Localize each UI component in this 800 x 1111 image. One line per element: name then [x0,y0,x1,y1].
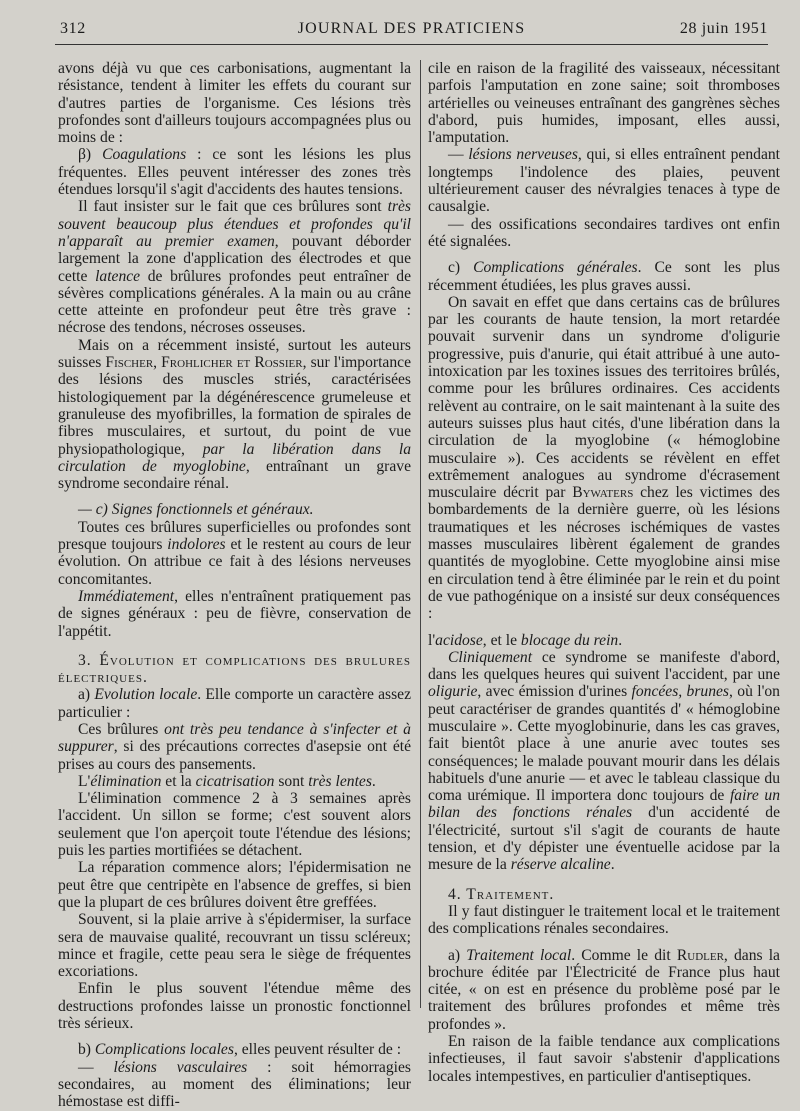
issue-date: 28 juin 1951 [679,20,768,37]
paragraph: Il faut insister sur le fait que ces brûlures sont très souvent beaucoup plus étendues et profondes qu'il n'apparaît au premier examen, pouvant déborder largement la zone d'application des électrodes et que cette latence de brûlures profondes peut entraîner de sévères complications générales. A la main ou au crâne cette atteinte en profondeur peut être très grave : nécrose des tendons, nécroses osseuses. [58,198,412,337]
subheading-complications-locales: b) Complications locales, elles peuvent résulter de : [78,1041,402,1059]
paragraph: En raison de la faible tendance aux complications infectieuses, il faut savoir s'abstenir d'applications locales intempestives, en particulier d'antiseptiques. [428,1033,780,1085]
paragraph: Enfin le plus souvent l'étendue même des destructions profondes laisse un pronostic fonctionnel très sérieux. [58,980,411,1033]
paragraph: La réparation commence alors; l'épidermisation ne peut être que centripète en l'absence de greffes, si bien que la plupart de ces brûlures doivent être greffées. [58,859,411,911]
paragraph: l'acidose, et le blocage du rein. [428,631,623,649]
right-column [428,60,780,1085]
paragraph: On savait en effet que dans certains cas de brûlures par les courants de haute tension, la mort retardée pouvait survenir dans un syndrome d'oligurie progressive, puis d'anurie, qui était attribué à une auto-intoxication par les toxines issues des territoires brûlés, comme pour les brûlures ordinaires. Ces accidents relèvent au contraire, on le sait maintenant à la suite des auteurs suisses plus haut cités, d'une libération dans la circulation de la myoglobine (« hémoglobine musculaire »). Ces accidents se révèlent en effet extrêmement analogues au syndrome d'écrasement musculaire décrit par Bywaters chez les victimes des bombardements de la dernière guerre, où les lésions traumatiques et les nécroses ischémiques de vastes masses musculaires libèrent également de grandes quantités de myoglobine. Cette myoglobine ainsi mise en circulation tend à être éliminée par le rein et du point de vue pathogénique on a insisté sur deux conséquences : [428,293,780,623]
paragraph: Toutes ces brûlures superficielles ou profondes sont presque toujours indolores et le restent au cours de leur évolution. On attribue ce fait à des lésions nerveuses concomitantes. [58,518,411,588]
journal-title: JOURNAL DES PRATICIENS [297,20,526,37]
paragraph: cile en raison de la fragilité des vaisseaux, nécessitant parfois l'amputation en zone saine; soit thromboses artérielles ou veineuses entraînant des gangrènes sèches d'abord, puis humides, imposant, elles aussi, l'amputation. [428,60,780,147]
running-head [55,14,768,44]
paragraph-coagulations: β) Coagulations : ce sont les lésions les plus fréquentes. Elles peuvent intéresser des zones très étendues lorsqu'il s'agit d'accidents des hautes tensions. [58,146,411,199]
paragraph: — lésions vasculaires : soit hémorragies secondaires, au moment des éliminations; leur hémostase est diffi- [58,1058,411,1111]
column-divider [420,60,421,1008]
paragraph: Immédiatement, elles n'entraînent pratiquement pas de signes généraux : peu de fièvre, conservation de l'appétit. [58,587,411,640]
paragraph: avons déjà vu que ces carbonisations, augmentant la résistance, tendent à limiter les effets du courant sur d'autres parties de l'organisme. Ces lésions très profondes sont d'ailleurs toujours accompagnées plus ou moins de : [58,60,411,147]
subheading-signes: — c) Signes fonctionnels et généraux. [78,501,314,519]
paragraph: Il y faut distinguer le traitement local et le traitement des complications rénales secondaires. [428,902,780,938]
subheading-complications-generales: c) Complications générales. Ce sont les plus récemment étudiées, les plus graves aussi. [428,259,780,294]
section-heading-3: 3. Évolution et complications des brulures électriques. [58,651,411,687]
subheading-traitement-local: a) Traitement local. Comme le dit Rudler, dans la brochure éditée par l'Électricité de France plus haut citée, « on est en présence du problème posé par le traitement des brûlures profondes et même très profondes ». [428,946,780,1033]
left-column [58,60,411,1111]
paragraph: L'élimination commence 2 à 3 semaines après l'accident. Un sillon se forme; c'est souvent alors seulement que l'on aperçoit toute l'étendue des lésions; puis les parties mortifiées se détachent. [58,790,411,860]
header-rule [55,44,768,45]
paragraph: Mais on a récemment insisté, surtout les auteurs suisses Fischer, Frohlicher et Rossier, sur l'importance des lésions des muscles striés, caractérisées histologiquement par la dégénérescence grumeleuse et granuleuse des myofibrilles, la formation de spirales de fibres musculaires, et surtout, du point de vue physiopathologique, par la libération dans la circulation de myoglobine, entraînant un grave syndrome secondaire rénal. [58,336,411,493]
paragraph: Cliniquement ce syndrome se manifeste d'abord, dans les quelques heures qui suivent l'accident, par une oligurie, avec émission d'urines foncées, brunes, où l'on peut caractériser de grandes quantités d' « hémoglobine musculaire ». Cette myoglobinurie, dans les cas graves, fait bientôt place à une anurie avec toutes ses conséquences; le malade pouvant mourir dans les délais habituels d'une anurie — et avec le tableau classique du coma urémique. Il importera donc toujours de faire un bilan des fonctions rénales d'un accidenté de l'électricité, surtout s'il s'agit de courants de haute tension, et d'y dépister une éventuelle acidose par la mesure de la réserve alcaline. [428,648,781,874]
subheading-evolution: a) Evolution locale. Elle comporte un caractère assez particulier : [58,686,411,721]
paragraph: — des ossifications secondaires tardives ont enfin été signalées. [428,215,780,250]
paragraph: L'élimination et la cicatrisation sont très lentes. [78,772,376,790]
paragraph: Ces brûlures ont très peu tendance à s'infecter et à suppurer, si des précautions correctes d'asepsie ont été prises au cours des pansements. [58,720,411,773]
paragraph: — lésions nerveuses, qui, si elles entraînent pendant longtemps l'indolence des plaies, peuvent ultérieurement causer des névralgies tenaces à type de causalgie. [428,146,780,216]
page-number: 312 [60,20,86,37]
section-heading-4: 4. Traitement. [448,885,555,903]
paragraph: Souvent, si la plaie arrive à s'épidermiser, la surface sera de mauvaise qualité, recouvrant un tissu scléreux; mince et fragile, cette peau sera le siège de fréquentes excoriations. [58,911,411,981]
